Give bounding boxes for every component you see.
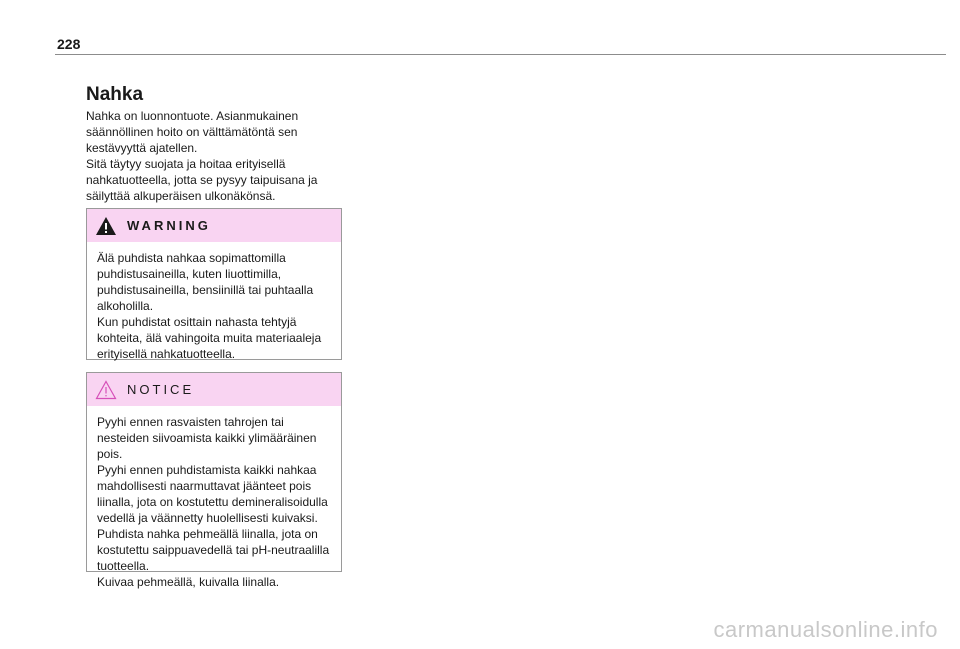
notice-header (87, 373, 341, 406)
warning-box (86, 208, 342, 360)
notice-body (87, 406, 341, 590)
warning-label: WARNING (127, 218, 211, 233)
warning-paragraph: Kun puhdistat osittain nahasta tehtyjä kohteita, älä vahingoita muita materiaaleja erityisellä nahkatuotteella. (97, 315, 322, 361)
notice-box (86, 372, 342, 589)
warning-triangle-icon (95, 216, 117, 236)
intro-paragraph: Sitä täytyy suojata ja hoitaa erityisellä nahkatuotteella, jotta se pysyy taipuisana ja säilyttää alkuperäisen ulkonäkönsä. (86, 157, 318, 203)
warning-paragraph: Älä puhdista nahkaa sopimattomilla puhdistusaineilla, kuten liuottimilla, puhdistusaineilla, bensiinillä tai puhtaalla alkoholilla. (97, 251, 314, 313)
notice-paragraph: Pyyhi ennen puhdistamista kaikki nahkaa mahdollisesti naarmuttavat jäänteet pois liinalla, jota on kostutettu demineralisoidulla vedellä ja väännetty huolellisesti kuivaksi. (97, 463, 328, 525)
notice-label: NOTICE (127, 382, 195, 397)
header-divider (55, 54, 946, 55)
page-number: 228 (57, 36, 81, 52)
notice-paragraph: Puhdista nahka pehmeällä liinalla, jota on kostutettu saippuavedellä tai pH-neutraalilla tuotteella. (97, 527, 330, 573)
intro-paragraph: Nahka on luonnontuote. Asianmukainen säännöllinen hoito on välttämätöntä sen kestävyyttä ajatellen. (86, 109, 299, 155)
notice-paragraph: Kuivaa pehmeällä, kuivalla liinalla. (97, 575, 280, 589)
notice-paragraph: Pyyhi ennen rasvaisten tahrojen tai nesteiden siivoamista kaikki ylimääräinen pois. (97, 415, 317, 461)
warning-body (87, 242, 341, 362)
section-title: Nahka (86, 84, 144, 105)
warning-header (87, 209, 341, 242)
watermark: carmanualsonline.info (713, 617, 938, 642)
intro-text (86, 108, 348, 204)
notice-triangle-icon (95, 380, 117, 400)
